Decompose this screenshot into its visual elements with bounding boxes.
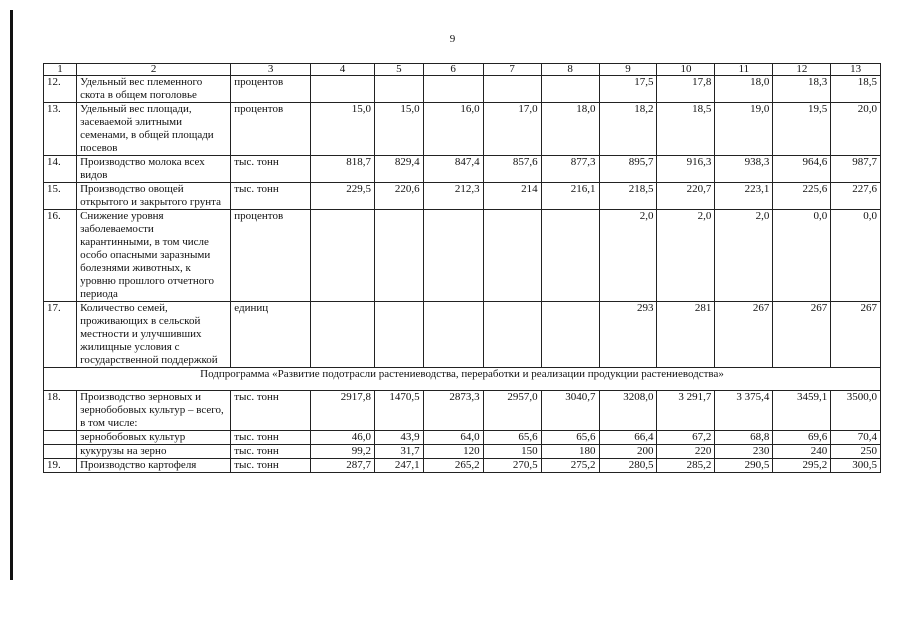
value-cell: 15,0 xyxy=(375,103,424,156)
table-body-subprogram xyxy=(44,391,881,473)
page-number: 9 xyxy=(449,33,456,45)
unit-cell: процентов xyxy=(231,210,311,302)
table-body-main xyxy=(44,76,881,368)
col-header: 6 xyxy=(423,64,483,76)
table-row xyxy=(44,459,881,473)
row-number-cell: 19. xyxy=(44,459,77,473)
value-cell: 916,3 xyxy=(657,156,715,183)
value-cell: 3040,7 xyxy=(541,391,599,431)
value-cell: 267 xyxy=(715,302,773,368)
value-cell: 18,3 xyxy=(773,76,831,103)
value-cell: 220,6 xyxy=(375,183,424,210)
indicator-name-cell: Удельный вес племенного скота в общем поголовье xyxy=(77,76,231,103)
value-cell xyxy=(483,302,541,368)
unit-cell: тыс. тонн xyxy=(231,183,311,210)
indicators-table xyxy=(43,63,881,473)
value-cell: 3459,1 xyxy=(773,391,831,431)
row-number-cell: 12. xyxy=(44,76,77,103)
row-number-cell: 15. xyxy=(44,183,77,210)
col-header: 1 xyxy=(44,64,77,76)
col-header: 4 xyxy=(310,64,374,76)
table-row xyxy=(44,302,881,368)
value-cell: 2,0 xyxy=(715,210,773,302)
value-cell: 300,5 xyxy=(831,459,881,473)
value-cell: 65,6 xyxy=(483,431,541,445)
value-cell: 987,7 xyxy=(831,156,881,183)
value-cell: 220,7 xyxy=(657,183,715,210)
value-cell: 220 xyxy=(657,445,715,459)
value-cell: 19,5 xyxy=(773,103,831,156)
value-cell: 70,4 xyxy=(831,431,881,445)
value-cell: 3 375,4 xyxy=(715,391,773,431)
value-cell: 229,5 xyxy=(310,183,374,210)
table-row xyxy=(44,210,881,302)
row-number-cell: 14. xyxy=(44,156,77,183)
value-cell: 270,5 xyxy=(483,459,541,473)
table-row xyxy=(44,103,881,156)
row-number-cell: 18. xyxy=(44,391,77,431)
value-cell xyxy=(375,302,424,368)
unit-cell: тыс. тонн xyxy=(231,445,311,459)
value-cell: 68,8 xyxy=(715,431,773,445)
col-header: 10 xyxy=(657,64,715,76)
value-cell: 938,3 xyxy=(715,156,773,183)
value-cell: 218,5 xyxy=(599,183,657,210)
value-cell: 280,5 xyxy=(599,459,657,473)
value-cell: 2,0 xyxy=(657,210,715,302)
value-cell xyxy=(375,210,424,302)
value-cell: 964,6 xyxy=(773,156,831,183)
row-number-cell: 16. xyxy=(44,210,77,302)
value-cell: 64,0 xyxy=(423,431,483,445)
value-cell: 17,0 xyxy=(483,103,541,156)
value-cell: 66,4 xyxy=(599,431,657,445)
value-cell xyxy=(423,76,483,103)
value-cell: 895,7 xyxy=(599,156,657,183)
value-cell: 2957,0 xyxy=(483,391,541,431)
value-cell: 287,7 xyxy=(310,459,374,473)
col-header: 5 xyxy=(375,64,424,76)
value-cell: 18,5 xyxy=(831,76,881,103)
value-cell xyxy=(541,76,599,103)
value-cell: 295,2 xyxy=(773,459,831,473)
col-header: 9 xyxy=(599,64,657,76)
value-cell: 275,2 xyxy=(541,459,599,473)
indicator-name-cell: Производство молока всех видов xyxy=(77,156,231,183)
value-cell: 857,6 xyxy=(483,156,541,183)
value-cell: 225,6 xyxy=(773,183,831,210)
value-cell: 16,0 xyxy=(423,103,483,156)
value-cell: 3500,0 xyxy=(831,391,881,431)
value-cell: 290,5 xyxy=(715,459,773,473)
value-cell: 3 291,7 xyxy=(657,391,715,431)
subprogram-row xyxy=(44,368,881,391)
value-cell: 20,0 xyxy=(831,103,881,156)
table-row xyxy=(44,156,881,183)
value-cell: 223,1 xyxy=(715,183,773,210)
indicator-name-cell: зернобобовых культур xyxy=(77,431,231,445)
value-cell: 267 xyxy=(773,302,831,368)
value-cell: 250 xyxy=(831,445,881,459)
indicator-name-cell: Количество семей, проживающих в сельской местности и улучшивших жилищные условия с государственной поддержкой xyxy=(77,302,231,368)
value-cell: 877,3 xyxy=(541,156,599,183)
table-row xyxy=(44,183,881,210)
row-number-cell xyxy=(44,431,77,445)
header-row xyxy=(44,64,881,76)
indicator-name-cell: кукурузы на зерно xyxy=(77,445,231,459)
value-cell: 3208,0 xyxy=(599,391,657,431)
value-cell xyxy=(375,76,424,103)
table-row xyxy=(44,76,881,103)
value-cell: 265,2 xyxy=(423,459,483,473)
table-row xyxy=(44,391,881,431)
value-cell: 180 xyxy=(541,445,599,459)
value-cell: 120 xyxy=(423,445,483,459)
value-cell: 67,2 xyxy=(657,431,715,445)
value-cell xyxy=(310,210,374,302)
value-cell: 18,5 xyxy=(657,103,715,156)
row-number-cell: 17. xyxy=(44,302,77,368)
left-margin-bar xyxy=(10,10,13,580)
value-cell: 200 xyxy=(599,445,657,459)
value-cell: 69,6 xyxy=(773,431,831,445)
value-cell: 230 xyxy=(715,445,773,459)
value-cell xyxy=(541,302,599,368)
value-cell: 216,1 xyxy=(541,183,599,210)
value-cell: 818,7 xyxy=(310,156,374,183)
value-cell xyxy=(483,76,541,103)
indicator-name-cell: Производство картофеля xyxy=(77,459,231,473)
value-cell: 240 xyxy=(773,445,831,459)
value-cell: 150 xyxy=(483,445,541,459)
value-cell xyxy=(423,302,483,368)
indicator-name-cell: Снижение уровня заболеваемости карантинными, в том числе особо опасными заразными болезнями животных, к уровню прошлого отчетного периода xyxy=(77,210,231,302)
unit-cell: процентов xyxy=(231,103,311,156)
value-cell xyxy=(310,76,374,103)
unit-cell: тыс. тонн xyxy=(231,459,311,473)
value-cell xyxy=(483,210,541,302)
value-cell: 847,4 xyxy=(423,156,483,183)
value-cell: 1470,5 xyxy=(375,391,424,431)
value-cell: 293 xyxy=(599,302,657,368)
indicator-name-cell: Удельный вес площади, засеваемой элитными семенами, в общей площади посевов xyxy=(77,103,231,156)
col-header: 7 xyxy=(483,64,541,76)
value-cell: 65,6 xyxy=(541,431,599,445)
value-cell xyxy=(423,210,483,302)
value-cell: 18,0 xyxy=(715,76,773,103)
value-cell: 99,2 xyxy=(310,445,374,459)
value-cell: 17,8 xyxy=(657,76,715,103)
subprogram-title: Подпрограмма «Развитие подотрасли растениеводства, переработки и реализации продукции растениеводства» xyxy=(44,368,881,391)
unit-cell: процентов xyxy=(231,76,311,103)
value-cell: 0,0 xyxy=(831,210,881,302)
value-cell: 267 xyxy=(831,302,881,368)
value-cell: 829,4 xyxy=(375,156,424,183)
value-cell: 31,7 xyxy=(375,445,424,459)
value-cell: 2,0 xyxy=(599,210,657,302)
value-cell: 18,2 xyxy=(599,103,657,156)
value-cell: 0,0 xyxy=(773,210,831,302)
col-header: 13 xyxy=(831,64,881,76)
row-number-cell xyxy=(44,445,77,459)
value-cell: 227,6 xyxy=(831,183,881,210)
indicator-name-cell: Производство овощей открытого и закрытого грунта xyxy=(77,183,231,210)
indicator-name-cell: Производство зерновых и зернобобовых культур – всего, в том числе: xyxy=(77,391,231,431)
unit-cell: единиц xyxy=(231,302,311,368)
value-cell: 18,0 xyxy=(541,103,599,156)
unit-cell: тыс. тонн xyxy=(231,391,311,431)
value-cell xyxy=(541,210,599,302)
value-cell: 212,3 xyxy=(423,183,483,210)
col-header: 8 xyxy=(541,64,599,76)
col-header: 12 xyxy=(773,64,831,76)
value-cell: 43,9 xyxy=(375,431,424,445)
col-header: 2 xyxy=(77,64,231,76)
value-cell: 247,1 xyxy=(375,459,424,473)
value-cell: 2873,3 xyxy=(423,391,483,431)
table-row xyxy=(44,445,881,459)
row-number-cell: 13. xyxy=(44,103,77,156)
unit-cell: тыс. тонн xyxy=(231,156,311,183)
value-cell: 281 xyxy=(657,302,715,368)
value-cell: 214 xyxy=(483,183,541,210)
value-cell: 19,0 xyxy=(715,103,773,156)
col-header: 3 xyxy=(231,64,311,76)
value-cell: 17,5 xyxy=(599,76,657,103)
value-cell: 15,0 xyxy=(310,103,374,156)
value-cell xyxy=(310,302,374,368)
unit-cell: тыс. тонн xyxy=(231,431,311,445)
value-cell: 2917,8 xyxy=(310,391,374,431)
table-row xyxy=(44,431,881,445)
value-cell: 285,2 xyxy=(657,459,715,473)
col-header: 11 xyxy=(715,64,773,76)
value-cell: 46,0 xyxy=(310,431,374,445)
